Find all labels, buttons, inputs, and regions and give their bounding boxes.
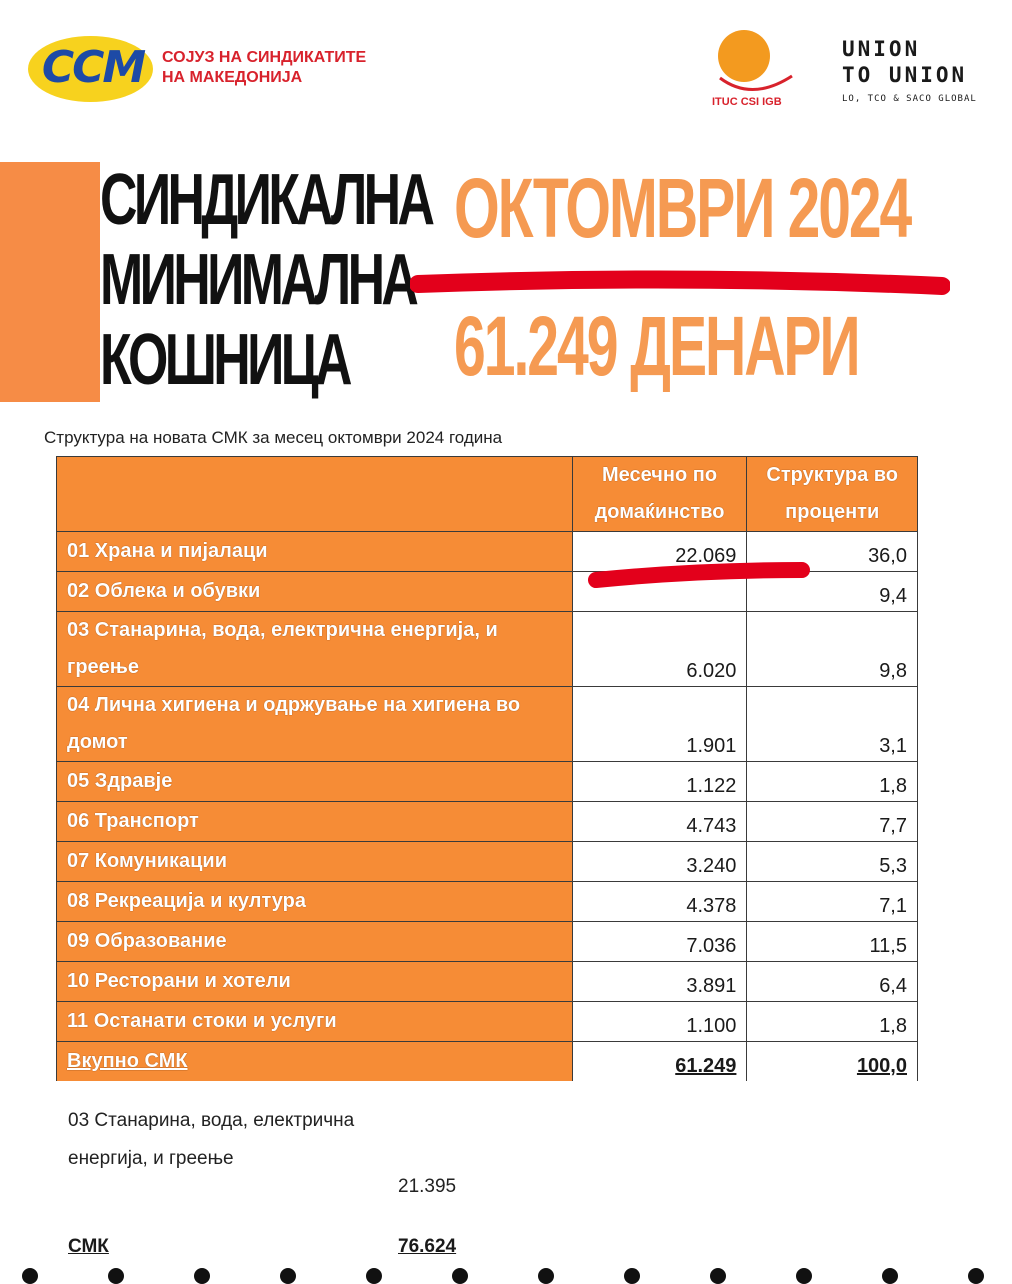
extra-housing-label: 03 Станарина, вода, електрична енергија, и греење	[68, 1110, 355, 1169]
ssm-logo-letters: CCM	[41, 42, 145, 93]
row-label: 05 Здравје	[57, 762, 573, 802]
table-header-row	[57, 457, 918, 532]
column-header-structure-line2: проценти	[785, 501, 880, 523]
row-label: 06 Транспорт	[57, 802, 573, 842]
row-monthly-value: 61.249	[572, 1042, 747, 1082]
row-label: 09 Образование	[57, 922, 573, 962]
row-label: 01 Храна и пијалаци	[57, 532, 573, 572]
ssm-name-line2: НА МАКЕДОНИЈА	[162, 69, 303, 86]
red-strike-mark-table	[586, 558, 812, 590]
row-label: Вкупно СМК	[57, 1042, 573, 1082]
row-monthly-value: 4.743	[572, 802, 747, 842]
row-label: 07 Комуникации	[57, 842, 573, 882]
divider-dot	[968, 1268, 984, 1284]
u2u-subtitle: LO, TCO & SACO GLOBAL	[842, 94, 977, 104]
table-row	[57, 802, 918, 842]
divider-dot	[710, 1268, 726, 1284]
divider-dot	[108, 1268, 124, 1284]
ituc-smile-icon	[716, 72, 796, 98]
title-amount: 61.249 ДЕНАРИ	[454, 299, 859, 393]
extra-housing-value: 21.395	[398, 1176, 457, 1197]
table-row	[57, 687, 918, 762]
row-percent-value: 3,1	[747, 687, 918, 762]
row-percent-value: 5,3	[747, 842, 918, 882]
row-monthly-value: 4.378	[572, 882, 747, 922]
row-monthly-value: 6.020	[572, 612, 747, 687]
table-row	[57, 762, 918, 802]
table-total-row	[57, 1042, 918, 1082]
table-row	[57, 842, 918, 882]
table-caption: Структура на новата СМК за месец октомври 2024 година	[44, 428, 503, 447]
row-monthly-value: 1.100	[572, 1002, 747, 1042]
smk-structure-table	[56, 456, 918, 1081]
union-to-union-logo	[842, 36, 1002, 104]
divider-dot	[22, 1268, 38, 1284]
table-row	[57, 962, 918, 1002]
orange-accent-block	[0, 162, 100, 402]
title-month: ОКТОМВРИ 2024	[454, 161, 911, 255]
divider-dot	[882, 1268, 898, 1284]
divider-dot	[366, 1268, 382, 1284]
row-label: 03 Станарина, вода, електрична енергија, и греење	[57, 612, 573, 687]
column-header-structure-line1: Структура во	[766, 464, 899, 486]
row-percent-value: 7,7	[747, 802, 918, 842]
column-header-monthly	[572, 457, 747, 532]
title-line1: СИНДИКАЛНА	[100, 160, 432, 240]
column-header-monthly-line2: домаќинство	[594, 501, 725, 523]
red-strike-mark	[410, 270, 950, 296]
ssm-logo	[28, 36, 388, 106]
table-row	[57, 882, 918, 922]
row-label: 04 Лична хигиена и одржување на хигиена во домот	[57, 687, 573, 762]
divider-dot	[796, 1268, 812, 1284]
row-monthly-value: 1.122	[572, 762, 747, 802]
divider-dot	[194, 1268, 210, 1284]
row-monthly-value: 3.240	[572, 842, 747, 882]
ssm-organization-name	[162, 48, 366, 88]
table-row	[57, 612, 918, 687]
ssm-name-line1: СОЈУЗ НА СИНДИКАТИТЕ	[162, 49, 367, 66]
row-percent-value: 6,4	[747, 962, 918, 1002]
row-percent-value: 1,8	[747, 1002, 918, 1042]
row-label: 08 Рекреација и култура	[57, 882, 573, 922]
row-percent-value: 1,8	[747, 762, 918, 802]
column-header-monthly-line1: Месечно по	[602, 464, 718, 486]
ituc-logo	[708, 28, 798, 118]
smk-total-value: 76.624	[398, 1236, 457, 1257]
row-label: 02 Облека и обувки	[57, 572, 573, 612]
row-percent-value: 36,0	[747, 532, 918, 572]
row-percent-value: 11,5	[747, 922, 918, 962]
column-header-structure	[747, 457, 918, 532]
divider-dot	[280, 1268, 296, 1284]
row-percent-value: 100,0	[747, 1042, 918, 1082]
row-label: 11 Останати стоки и услуги	[57, 1002, 573, 1042]
divider-dot	[452, 1268, 468, 1284]
smk-total-label: СМК	[68, 1236, 109, 1257]
row-monthly-value: 7.036	[572, 922, 747, 962]
title-line3: КОШНИЦА	[100, 320, 349, 400]
u2u-line2: TO UNION	[842, 63, 968, 87]
row-monthly-value: 1.901	[572, 687, 747, 762]
row-monthly-value: 22.069	[572, 532, 747, 572]
table-row	[57, 1002, 918, 1042]
row-percent-value: 9,4	[747, 572, 918, 612]
table-row	[57, 922, 918, 962]
row-label: 10 Ресторани и хотели	[57, 962, 573, 1002]
page-title	[100, 160, 431, 400]
divider-dot	[624, 1268, 640, 1284]
header-label-cell	[57, 457, 573, 532]
ituc-name: ITUC CSI IGB	[712, 96, 782, 108]
row-percent-value: 9,8	[747, 612, 918, 687]
row-percent-value: 7,1	[747, 882, 918, 922]
divider-dot	[538, 1268, 554, 1284]
u2u-line1: UNION	[842, 37, 921, 61]
row-monthly-value: 3.891	[572, 962, 747, 1002]
title-line2: МИНИМАЛНА	[100, 240, 416, 320]
